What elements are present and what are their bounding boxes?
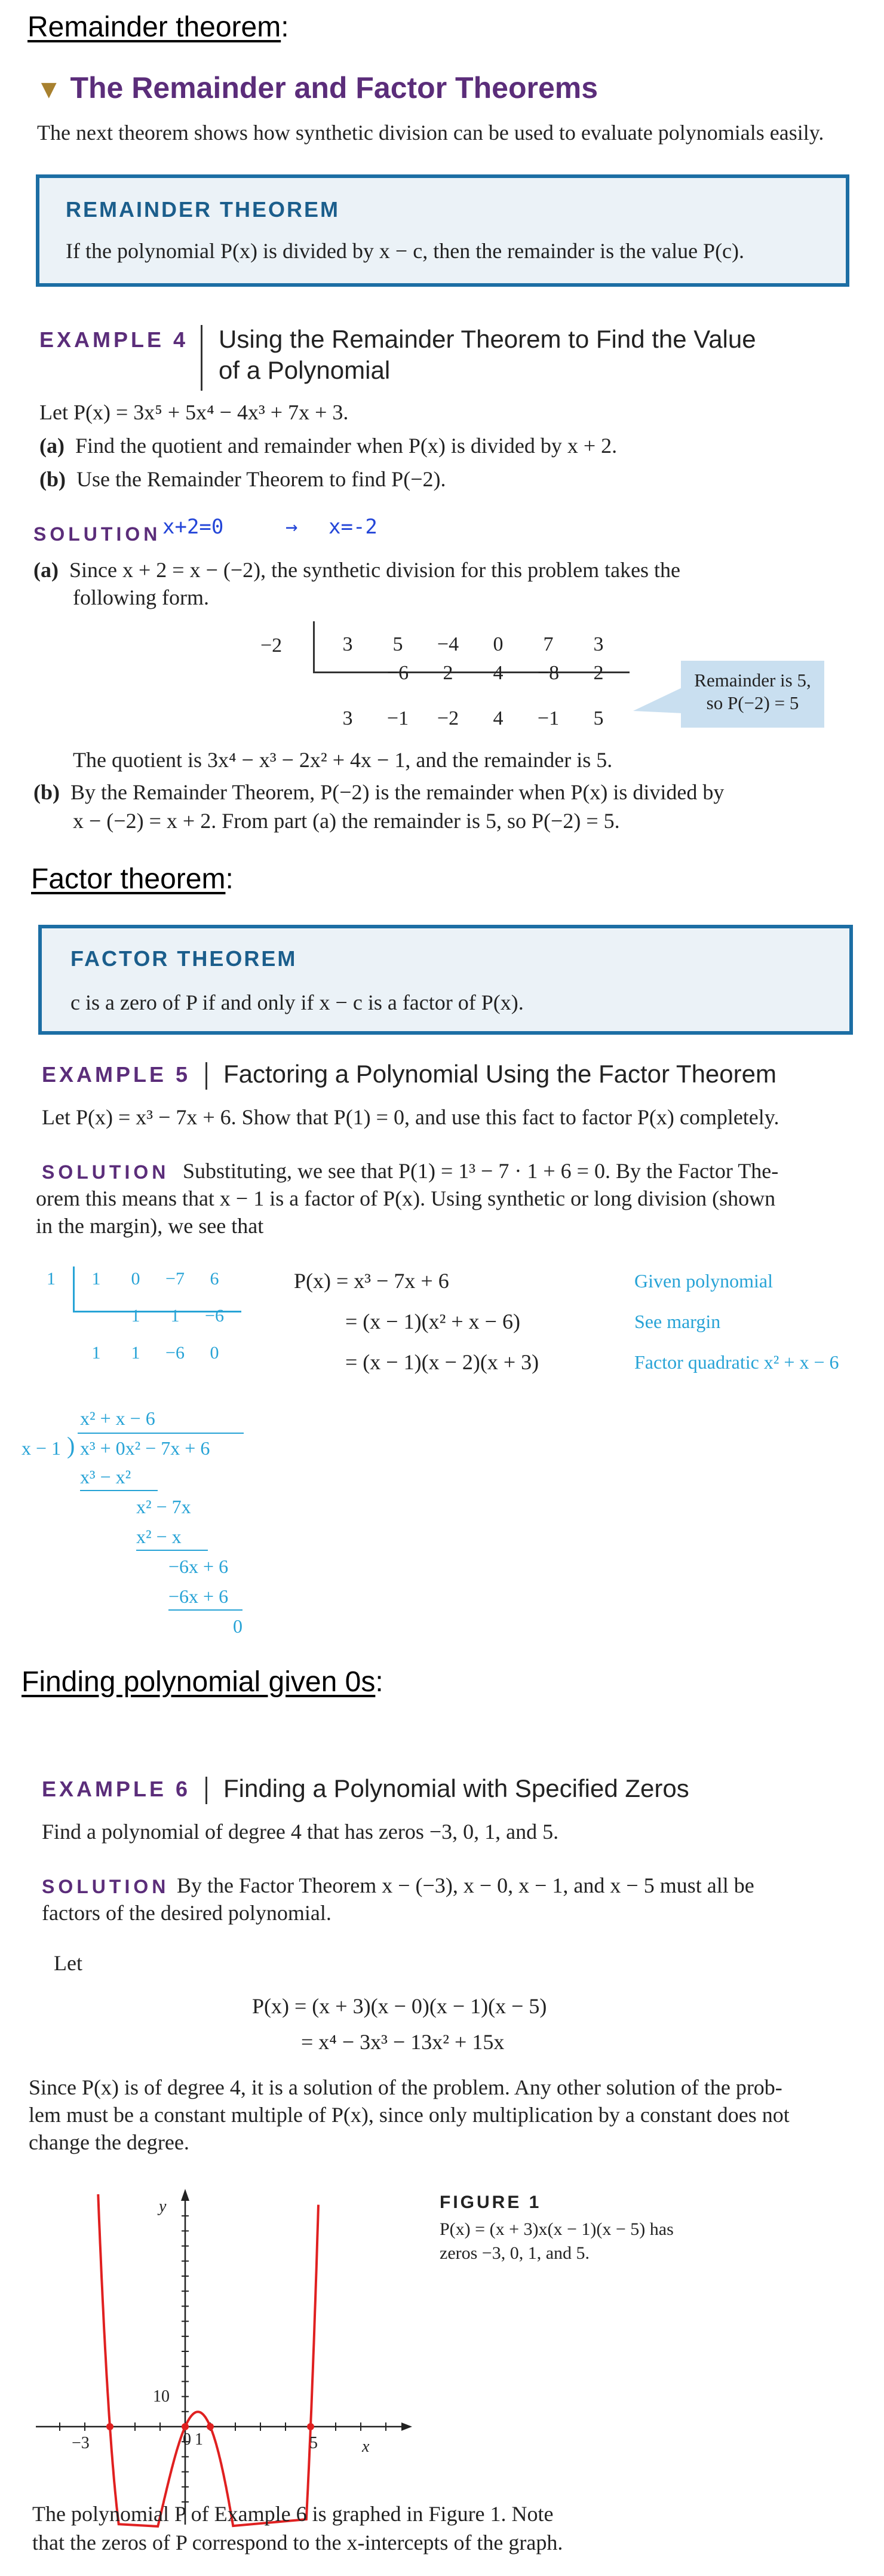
long-step-4: −6x + 6 bbox=[168, 1556, 229, 1577]
long-step-6: 0 bbox=[233, 1615, 243, 1637]
syn5-cell-r2-c4: −6 bbox=[205, 1306, 224, 1326]
example5-let: Let P(x) = x³ − 7x + 6. Show that P(1) = 0, and use this fact to factor P(x) completely. bbox=[42, 1105, 779, 1129]
factor-theorem-box bbox=[38, 925, 853, 1035]
handwritten-note-1: x+2=0 bbox=[162, 515, 224, 539]
syn5-cell-r3-c3: −6 bbox=[165, 1343, 185, 1363]
tick-label-0: 0 bbox=[183, 2430, 191, 2449]
callout-line1: Remainder is 5, bbox=[694, 670, 811, 691]
closing-line1: The polynomial P of Example 6 is graphed in Figure 1. Note bbox=[32, 2502, 554, 2526]
example4-let: Let P(x) = 3x⁵ + 5x⁴ − 4x³ + 7x + 3. bbox=[39, 400, 349, 424]
syn4-cell-r3-c4: 4 bbox=[493, 707, 504, 729]
example6-eq2: = x⁴ − 3x³ − 13x² + 15x bbox=[301, 2030, 505, 2054]
example4-quotient: The quotient is 3x⁴ − x³ − 2x² + 4x − 1, and the remainder is 5. bbox=[73, 748, 613, 772]
syn4-cell-r1-c2: 5 bbox=[392, 633, 403, 655]
x-axis-arrow-icon bbox=[401, 2422, 412, 2431]
heading-factor-theorem: Factor theorem: bbox=[31, 863, 234, 895]
example6-let: Let bbox=[54, 1951, 82, 1975]
figure-label: FIGURE 1 bbox=[440, 2192, 542, 2212]
tick-label-minus3: −3 bbox=[72, 2434, 90, 2452]
callout-pointer bbox=[633, 687, 683, 717]
long-underline-1 bbox=[80, 1490, 158, 1491]
syn4-cell-r1-c1: 3 bbox=[342, 633, 353, 655]
syn5-cell-r3-c4: 0 bbox=[210, 1343, 219, 1363]
syn5-cell-r1-c1: 1 bbox=[91, 1269, 101, 1289]
handwritten-arrow-icon: → bbox=[286, 515, 298, 539]
example5-note2: See margin bbox=[634, 1311, 721, 1332]
tick-label-10: 10 bbox=[153, 2387, 170, 2406]
remainder-callout bbox=[681, 661, 824, 728]
example6-divider bbox=[205, 1777, 207, 1804]
example4-sol-b-line2: x − (−2) = x + 2. From part (a) the remainder is 5, so P(−2) = 5. bbox=[73, 809, 620, 833]
handwritten-note-2: x=-2 bbox=[329, 515, 377, 539]
example4-divider bbox=[201, 325, 202, 391]
example5-solution-label: SOLUTION bbox=[42, 1161, 170, 1183]
syn4-cell-r1-c6: 3 bbox=[593, 633, 604, 655]
example5-label: EXAMPLE 5 bbox=[42, 1062, 191, 1087]
example6-since-line3: change the degree. bbox=[29, 2130, 189, 2154]
example5-divider bbox=[205, 1062, 207, 1090]
synthetic-bar bbox=[313, 621, 315, 673]
syn4-cell-r3-c5: −1 bbox=[537, 707, 560, 729]
factor-theorem-text: c is a zero of P if and only if x − c is a factor of P(x). bbox=[70, 990, 524, 1014]
syn4-cell-r2-c2: −6 bbox=[386, 662, 409, 684]
example4-sol-a-line1: (a) Since x + 2 = x − (−2), the synthetic division for this problem takes the bbox=[33, 558, 681, 582]
syn5-cell-r1-c2: 0 bbox=[131, 1269, 140, 1289]
example6-label: EXAMPLE 6 bbox=[42, 1777, 191, 1801]
zero-point bbox=[207, 2423, 214, 2430]
long-step-1: x³ − x² bbox=[80, 1466, 131, 1488]
section-title bbox=[36, 70, 598, 105]
example5-sol-line3: in the margin), we see that bbox=[36, 1214, 264, 1238]
example5-eq3: = (x − 1)(x − 2)(x + 3) bbox=[345, 1350, 539, 1374]
remainder-theorem-box bbox=[36, 174, 849, 287]
syn4-cell-r2-c5: −8 bbox=[537, 662, 560, 684]
example4-sol-b-line1: (b) By the Remainder Theorem, P(−2) is the remainder when P(x) is divided by bbox=[33, 780, 725, 804]
x-axis-label: x bbox=[362, 2437, 370, 2456]
example6-since-line2: lem must be a constant multiple of P(x), since only multiplication by a constant does not bbox=[29, 2103, 790, 2127]
example4-solution-label: SOLUTION bbox=[33, 523, 161, 545]
remainder-theorem-title: REMAINDER THEOREM bbox=[66, 197, 340, 222]
example6-solution-label: SOLUTION bbox=[42, 1876, 170, 1897]
long-step-3: x² − x bbox=[136, 1526, 182, 1547]
callout-line2: so P(−2) = 5 bbox=[706, 692, 799, 713]
long-dividend: x³ + 0x² − 7x + 6 bbox=[80, 1437, 210, 1459]
example4-title-line2: of a Polynomial bbox=[219, 356, 391, 384]
zero-point bbox=[307, 2423, 314, 2430]
syn4-cell-r2-c4: 4 bbox=[493, 662, 504, 684]
tick-label-5: 5 bbox=[309, 2434, 318, 2452]
example5-title: Factoring a Polynomial Using the Factor Theorem bbox=[223, 1060, 776, 1088]
syn5-cell-r3-c2: 1 bbox=[131, 1343, 140, 1363]
figure-caption-line1: P(x) = (x + 3)x(x − 1)(x − 5) has bbox=[440, 2219, 674, 2239]
example6-since-line1: Since P(x) is of degree 4, it is a solution of the problem. Any other solution of the prob- bbox=[29, 2075, 782, 2099]
section-title-text: The Remainder and Factor Theorems bbox=[70, 71, 598, 105]
closing-line2: that the zeros of P correspond to the x-intercepts of the graph. bbox=[32, 2531, 563, 2554]
syn4-cell-r2-c3: 2 bbox=[443, 662, 453, 684]
syn4-cell-r3-c2: −1 bbox=[386, 707, 409, 729]
long-division-bracket-icon: ) bbox=[67, 1432, 75, 1459]
heading-finding-polynomial: Finding polynomial given 0s: bbox=[22, 1666, 383, 1698]
example6-sol-line1: By the Factor Theorem x − (−3), x − 0, x − 1, and x − 5 must all be bbox=[177, 1873, 754, 1897]
example5-sol-line2: orem this means that x − 1 is a factor of P(x). Using synthetic or long division (shown bbox=[36, 1186, 776, 1210]
triangle-icon: ▼ bbox=[36, 75, 62, 104]
example6-sol-line2: factors of the desired polynomial. bbox=[42, 1901, 332, 1925]
remainder-theorem-text: If the polynomial P(x) is divided by x − c, then the remainder is the value P(c). bbox=[66, 239, 745, 263]
factor-theorem-title: FACTOR THEOREM bbox=[70, 946, 297, 971]
example5-eq2: = (x − 1)(x² + x − 6) bbox=[345, 1310, 520, 1333]
long-underline-2 bbox=[136, 1550, 208, 1551]
syn4-cell-r3-c3: −2 bbox=[437, 707, 459, 729]
example5-note1: Given polynomial bbox=[634, 1270, 773, 1292]
syn4-cell-r3-c1: 3 bbox=[342, 707, 353, 729]
example4-part-a: (a) Find the quotient and remainder when P(x) is divided by x + 2. bbox=[39, 434, 618, 458]
y-axis-arrow-icon bbox=[181, 2189, 189, 2201]
syn5-cell-r2-c3: 1 bbox=[170, 1306, 180, 1326]
long-step-2: x² − 7x bbox=[136, 1496, 191, 1517]
example6-find: Find a polynomial of degree 4 that has zeros −3, 0, 1, and 5. bbox=[42, 1820, 559, 1844]
syn4-cell-r3-c6: 5 bbox=[593, 707, 604, 729]
figure-caption-line2: zeros −3, 0, 1, and 5. bbox=[440, 2243, 590, 2263]
syn5-bar bbox=[73, 1266, 75, 1312]
syn4-cell-r1-c5: 7 bbox=[543, 633, 554, 655]
polynomial-curve bbox=[98, 2194, 318, 2526]
long-quotient: x² + x − 6 bbox=[80, 1407, 155, 1429]
syn4-cell-r1-c3: −4 bbox=[437, 633, 459, 655]
zero-point bbox=[106, 2423, 113, 2430]
example4-title-line1: Using the Remainder Theorem to Find the Value bbox=[219, 325, 756, 353]
example4-sol-a-line2: following form. bbox=[73, 585, 209, 609]
example6-eq1: P(x) = (x + 3)(x − 0)(x − 1)(x − 5) bbox=[252, 1994, 547, 2018]
long-division-top-line bbox=[78, 1433, 244, 1434]
synthetic-divisor: −2 bbox=[260, 634, 283, 657]
tick-label-1: 1 bbox=[195, 2430, 203, 2449]
syn5-cell-r3-c1: 1 bbox=[91, 1343, 101, 1363]
long-divisor: x − 1 bbox=[22, 1437, 62, 1459]
syn5-cell-r2-c2: 1 bbox=[131, 1306, 140, 1326]
example6-title: Finding a Polynomial with Specified Zeros bbox=[223, 1774, 689, 1802]
long-step-5: −6x + 6 bbox=[168, 1586, 229, 1607]
example5-eq1: P(x) = x³ − 7x + 6 bbox=[294, 1269, 449, 1293]
zero-point bbox=[182, 2423, 189, 2430]
long-underline-3 bbox=[168, 1609, 243, 1611]
syn4-cell-r1-c4: 0 bbox=[493, 633, 504, 655]
polynomial-graph bbox=[18, 2172, 424, 2531]
example5-sol-line1: Substituting, we see that P(1) = 1³ − 7 · 1 + 6 = 0. By the Factor The- bbox=[183, 1159, 779, 1183]
syn4-cell-r2-c6: 2 bbox=[593, 662, 604, 684]
syn5-cell-r1-c3: −7 bbox=[165, 1269, 185, 1289]
example5-note3: Factor quadratic x² + x − 6 bbox=[634, 1351, 839, 1373]
heading-remainder-theorem: Remainder theorem: bbox=[27, 11, 289, 43]
syn5-divisor: 1 bbox=[47, 1269, 56, 1289]
section-intro: The next theorem shows how synthetic division can be used to evaluate polynomials easily. bbox=[37, 121, 824, 145]
example4-part-b: (b) Use the Remainder Theorem to find P(−2). bbox=[39, 467, 446, 491]
example4-label: EXAMPLE 4 bbox=[39, 327, 189, 352]
syn5-cell-r1-c4: 6 bbox=[210, 1269, 219, 1289]
y-axis-label: y bbox=[159, 2197, 167, 2216]
